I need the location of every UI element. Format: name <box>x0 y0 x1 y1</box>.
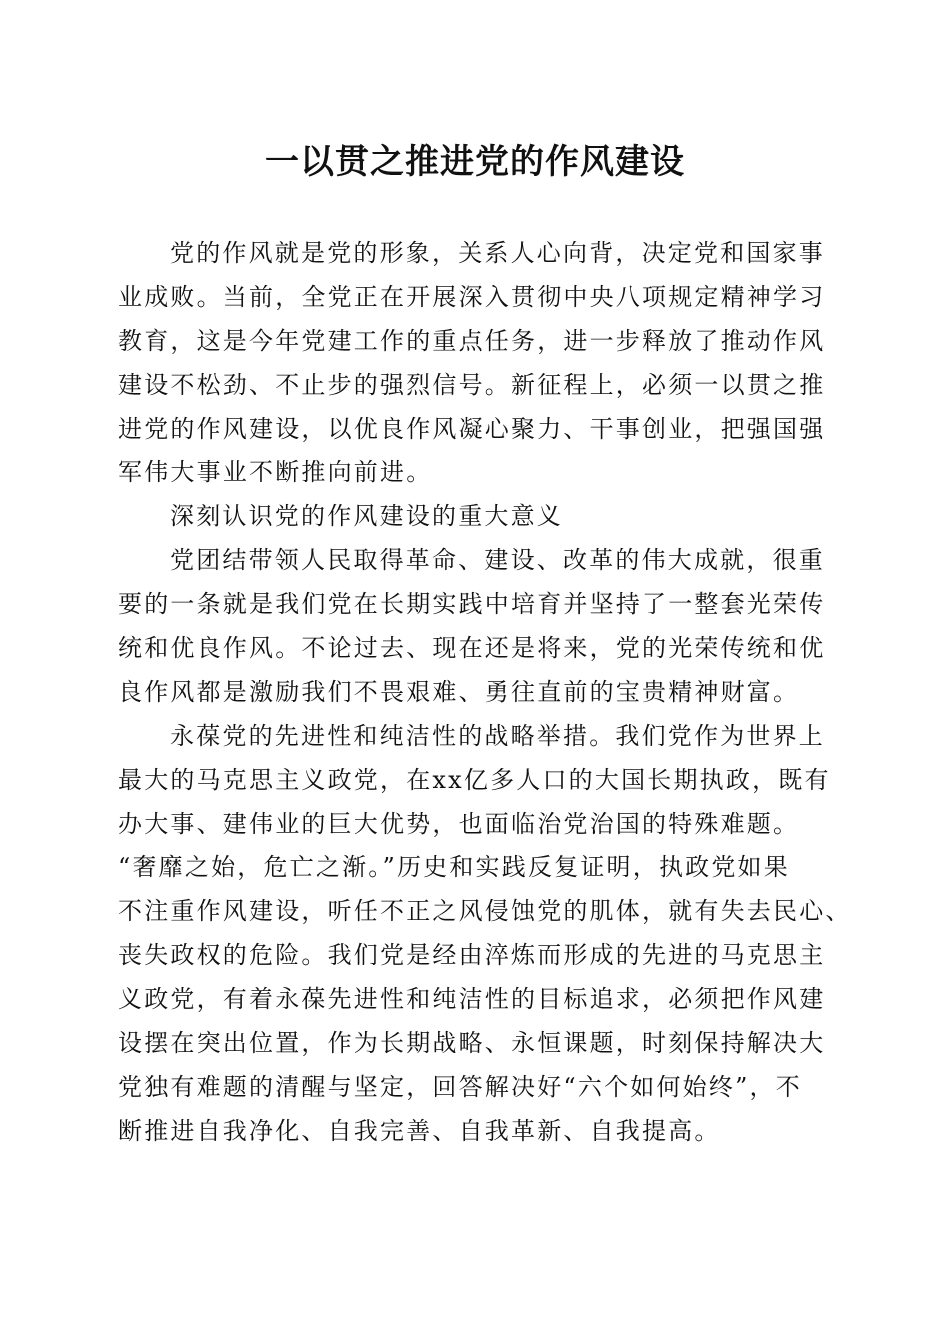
paragraph-line: 统和优良作风。不论过去、现在还是将来，党的光荣传统和优 <box>118 634 826 663</box>
paragraph-line: 断推进自我净化、自我完善、自我革新、自我提高。 <box>118 1116 721 1145</box>
paragraph-line: 进党的作风建设，以优良作风凝心聚力、干事创业，把强国强 <box>118 414 826 443</box>
paragraph-line: 建设不松劲、不止步的强烈信号。新征程上，必须一以贯之推 <box>118 370 826 399</box>
paragraph-line: 不注重作风建设，听任不正之风侵蚀党的肌体，就有失去民心、 <box>118 897 852 926</box>
paragraph-line: 党的作风就是党的形象，关系人心向背，决定党和国家事 <box>170 239 825 267</box>
paragraph-line: 党团结带领人民取得革命、建设、改革的伟大成就，很重 <box>170 546 825 575</box>
paragraph-line: 办大事、建伟业的巨大优势，也面临治党治国的特殊难题。 <box>118 809 800 838</box>
paragraph-line: 军伟大事业不断推向前进。 <box>118 458 433 487</box>
paragraph-line: 最大的马克思主义政党，在xx亿多人口的大国长期执政，既有 <box>118 765 831 794</box>
paragraph-line: 良作风都是激励我们不畏艰难、勇往直前的宝贵精神财富。 <box>118 677 800 706</box>
paragraph-line: 丧失政权的危险。我们党是经由淬炼而形成的先进的马克思主 <box>118 941 826 970</box>
document-body <box>118 232 852 1154</box>
paragraph-line: 要的一条就是我们党在长期实践中培育并坚持了一整套光荣传 <box>118 590 826 619</box>
paragraph-line: 设摆在突出位置，作为长期战略、永恒课题，时刻保持解决大 <box>118 1029 826 1058</box>
document-title: 一以贯之推进党的作风建设 <box>265 142 685 182</box>
paragraph-line: 党独有难题的清醒与坚定，回答解决好“六个如何始终”，不 <box>118 1072 802 1101</box>
paragraph-line: “奢靡之始，危亡之渐。”历史和实践反复证明，执政党如果 <box>118 853 790 882</box>
paragraph-line: 教育，这是今年党建工作的重点任务，进一步释放了推动作风 <box>118 326 826 355</box>
paragraph-line: 永葆党的先进性和纯洁性的战略举措。我们党作为世界上 <box>170 721 825 750</box>
section-heading: 深刻认识党的作风建设的重大意义 <box>170 502 563 531</box>
paragraph-line: 义政党，有着永葆先进性和纯洁性的目标追求，必须把作风建 <box>118 985 826 1014</box>
paragraph-line: 业成败。当前，全党正在开展深入贯彻中央八项规定精神学习 <box>118 282 826 311</box>
